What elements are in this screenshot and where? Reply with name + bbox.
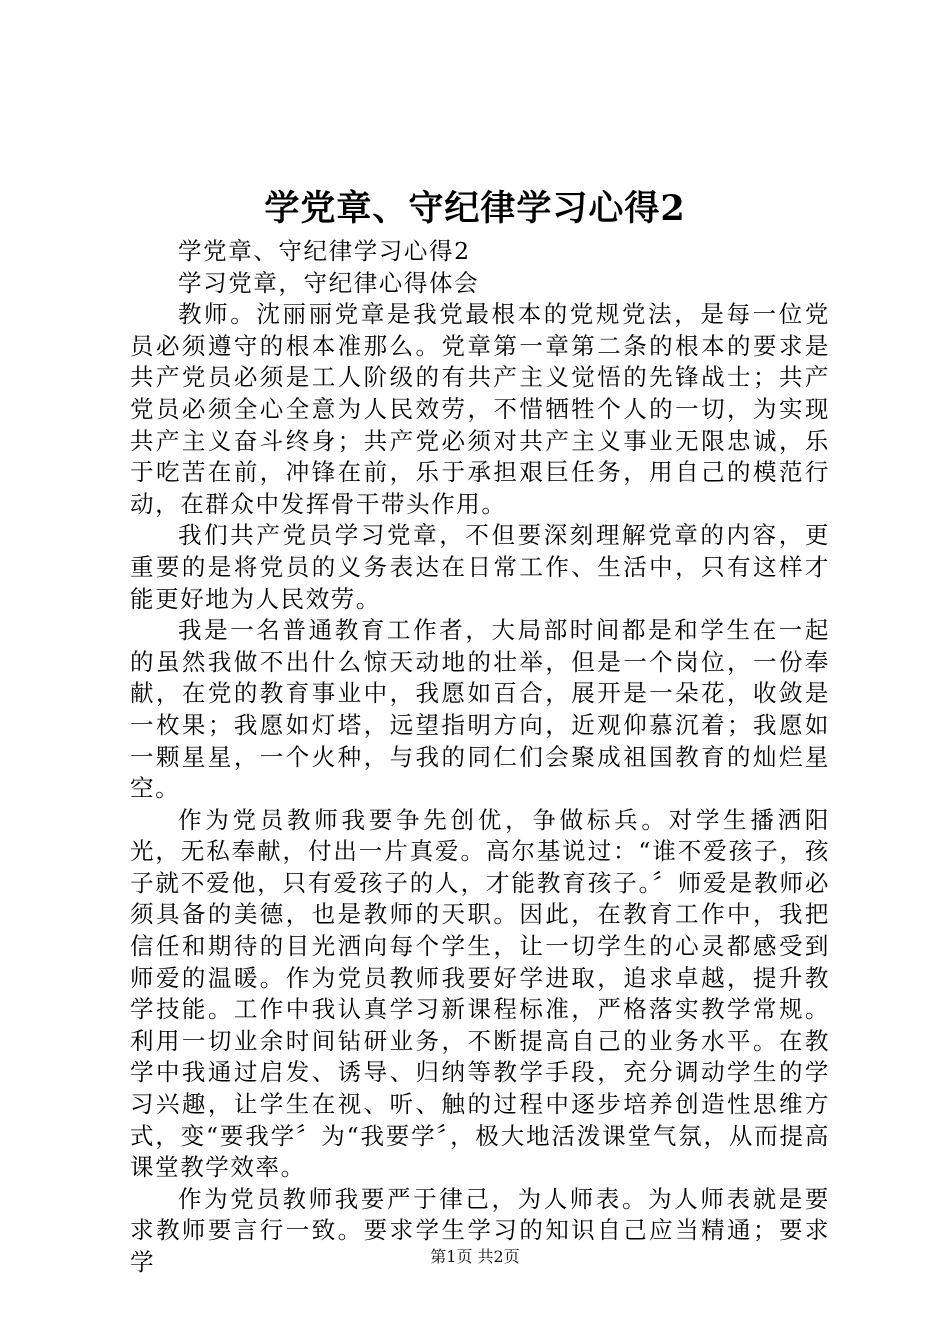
paragraph: 作为党员教师我要严于律己，为人师表。为人师表就是要求教师要言行一致。要求学生学习的知识自己应当精通；要求学: [130, 1184, 830, 1276]
document-body: [130, 236, 830, 1279]
paragraph: 教师。沈丽丽党章是我党最根本的党规党法，是每一位党员必须遵守的根本准那么。党章第一章第二条的根本的要求是共产党员必须是工人阶级的有共产主义觉悟的先锋战士；共产党员必须全心全意为人民效劳，不惜牺牲个人的一切，为实现共产主义奋斗终身；共产党必须对共产主义事业无限忠诚，乐于吃苦在前，冲锋在前，乐于承担艰巨任务，用自己的模范行动，在群众中发挥骨干带头作用。: [130, 300, 830, 518]
paragraph: 作为党员教师我要争先创优，争做标兵。对学生播洒阳光，无私奉献，付出一片真爱。高尔基说过：“谁不爱孩子，孩子就不爱他，只有爱孩子的人，才能教育孩子。〞师爱是教师必须具备的美德，也是教师的天职。因此，在教育工作中，我把信任和期待的目光洒向每个学生，让一切学生的心灵都感受到师爱的温暖。作为党员教师我要好学进取，追求卓越，提升教学技能。工作中我认真学习新课程标准，严格落实教学常规。利用一切业余时间钻研业务，不断提高自己的业务水平。在教学中我通过启发、诱导、归纳等教学手段，充分调动学生的学习兴趣，让学生在视、听、触的过程中逐步培养创造性思维方式，变“要我学〞为“我要学〞，极大地活泼课堂气氛，从而提高课堂教学效率。: [130, 805, 830, 1182]
paragraph: 我是一名普通教育工作者，大局部时间都是和学生在一起的虽然我做不出什么惊天动地的壮举，但是一个岗位，一份奉献，在党的教育事业中，我愿如百合，展开是一朵花，收敛是一枚果；我愿如灯塔，远望指明方向，近观仰慕沉着；我愿如一颗星星，一个火种，与我的同仁们会聚成祖国教育的灿烂星空。: [130, 616, 830, 803]
paragraph-heading: 学习党章，守纪律心得体会: [178, 268, 480, 297]
page-footer: 第1页 共2页: [430, 1247, 520, 1266]
document-title: 学党章、守纪律学习心得2: [264, 188, 686, 229]
paragraph: 我们共产党员学习党章，不但要深刻理解党章的内容，更重要的是将党员的义务表达在日常工作、生活中，只有这样才能更好地为人民效劳。: [130, 521, 830, 613]
paragraph-subtitle: 学党章、守纪律学习心得2: [178, 237, 471, 265]
